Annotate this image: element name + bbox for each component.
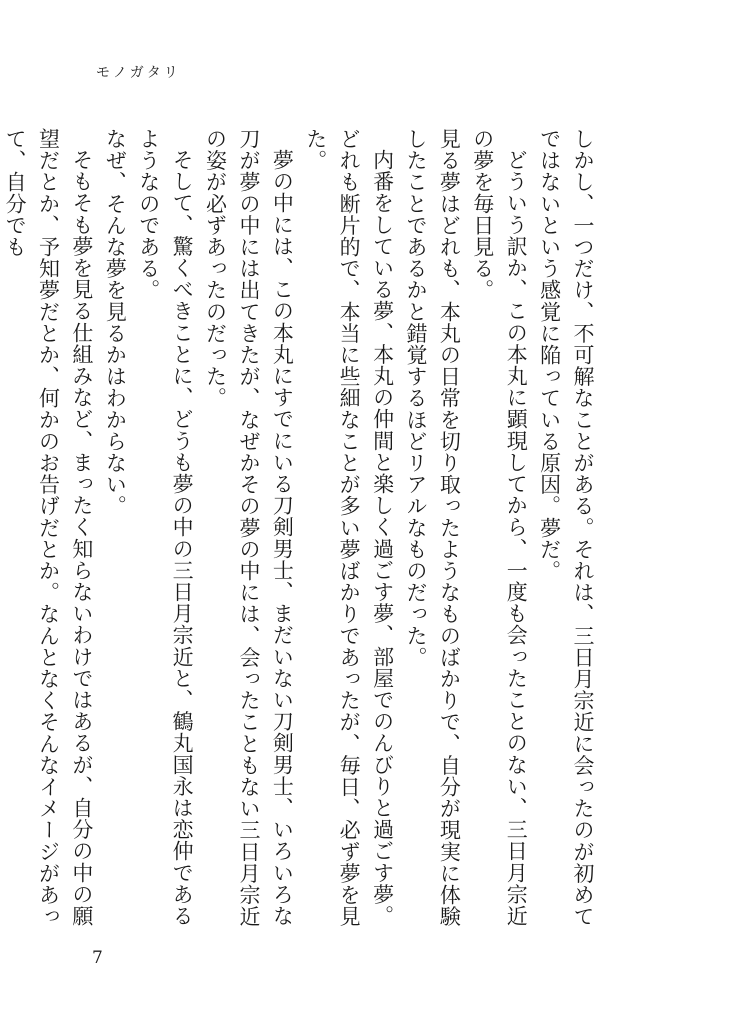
running-head-title: モノガタリ: [96, 65, 181, 81]
paragraph-6: そして、驚くべきことに、どうも夢の中の三日月宗近と、鶴丸国永は恋仲であるようなのである。: [136, 128, 195, 927]
body-text: [0, 128, 599, 928]
page-number: 7: [92, 948, 103, 968]
paragraph-7: なぜ、そんな夢を見るかはわからない。: [103, 128, 128, 517]
paragraph-8: そもそも夢を見る仕組みなど、まったく知らないわけではあるが、自分の中の願望だとか、予知夢だとか、何かのお告げだとか。なんとなくそんなイメージがあって、自分でも: [3, 128, 94, 928]
paragraph-4: 内番をしている夢、本丸の仲間と楽しく過ごす夢、部屋でのんびりと過ごす夢。どれも断片的で、本当に些細なことが多い夢ばかりであったが、毎日、必ず夢を見た。: [303, 128, 395, 928]
paragraph-5: 夢の中には、この本丸にすでにいる刀剣男士、まだいない刀剣男士、いろいろな刀が夢の中には出てきたが、なぜかその夢の中には、会ったこともない三日月宗近の姿が必ずあったのだった。: [203, 128, 295, 928]
paragraph-2: どういう訳か、この本丸に顕現してから、一度も会ったことのない、三日月宗近の夢を毎日見る。: [470, 128, 529, 927]
paragraph-1: しかし、一つだけ、不可解なことがある。それは、三日月宗近に会ったのが初めてではないという感覚に陥っている原因。夢だ。: [537, 128, 595, 928]
paragraph-3: 見る夢はどれも、本丸の日常を切り取ったようなものばかりで、自分が現実に体験したことであるかと錯覚するほどリアルなものだった。: [403, 128, 462, 928]
